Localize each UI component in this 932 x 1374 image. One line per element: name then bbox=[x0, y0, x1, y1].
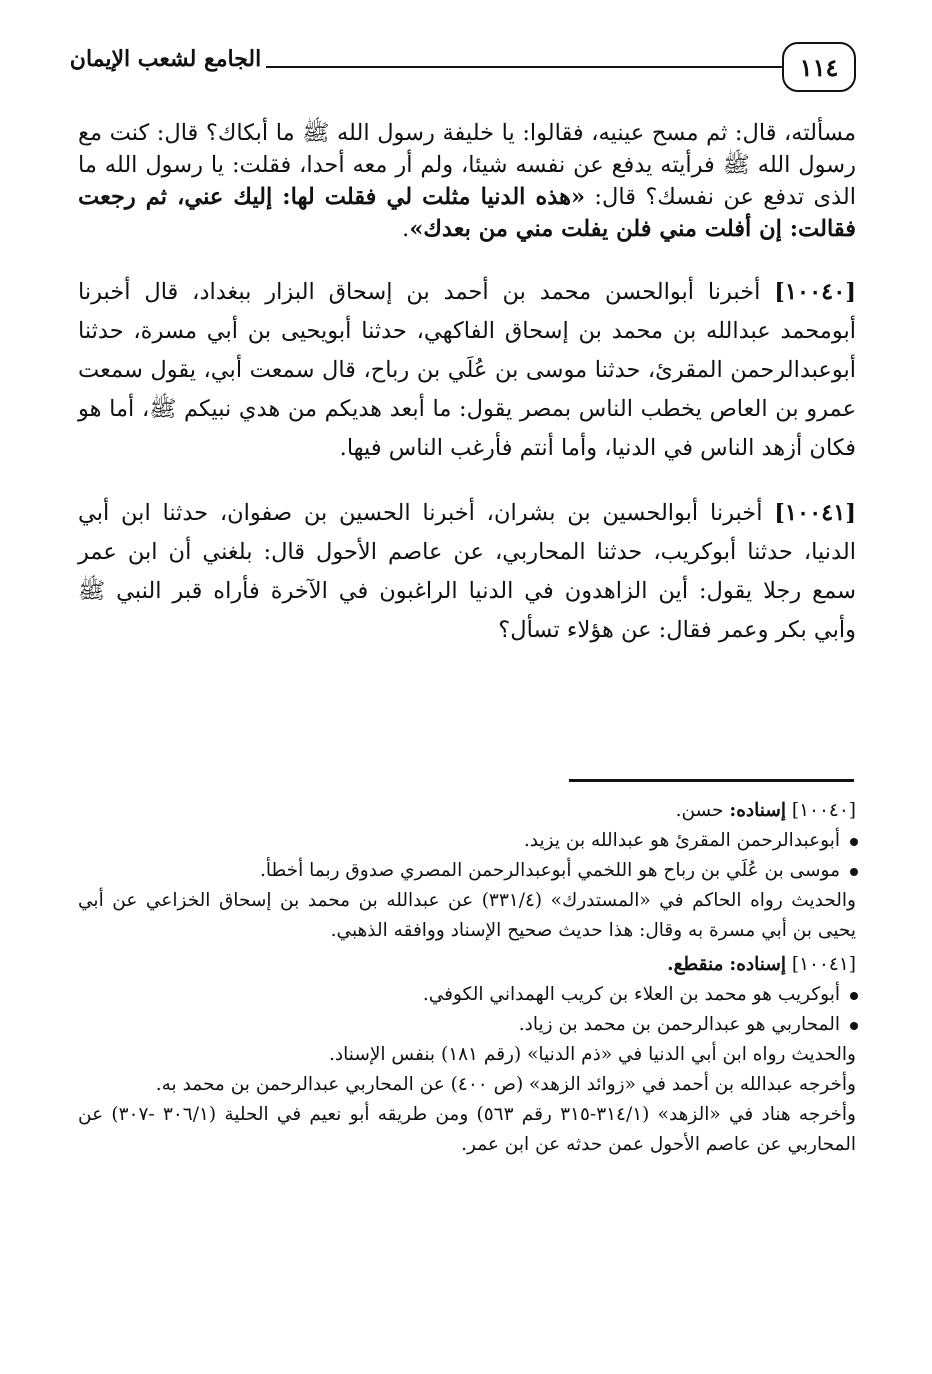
bullet-icon bbox=[850, 868, 858, 876]
bullet-icon bbox=[850, 1022, 858, 1030]
bullet-icon bbox=[850, 992, 858, 1000]
footnote-grade: حسن. bbox=[675, 800, 724, 821]
paragraph-end: . bbox=[402, 216, 410, 242]
footnote-heading bbox=[78, 950, 856, 980]
footnote-separator bbox=[569, 779, 854, 782]
hadith-10040 bbox=[78, 273, 856, 468]
footnote-bullet-text: أبوعبدالرحمن المقرئ هو عبدالله بن يزيد. bbox=[523, 830, 840, 851]
hadith-10041 bbox=[78, 494, 856, 650]
page-number: ١١٤ bbox=[782, 42, 856, 92]
footnote-heading bbox=[78, 796, 856, 826]
header-rule bbox=[266, 66, 784, 68]
footnote-note: والحديث رواه ابن أبي الدنيا في «ذم الدنيا» (رقم ١٨١) بنفس الإسناد. bbox=[329, 1044, 856, 1065]
footnote-bullet bbox=[78, 826, 856, 856]
footnote-note: وأخرجه عبدالله بن أحمد في «زوائد الزهد» (ص ٤٠٠) عن المحاربي عبدالرحمن بن محمد به. bbox=[155, 1074, 856, 1095]
page-header bbox=[68, 40, 856, 110]
footnote-number: [١٠٠٤٠] bbox=[791, 800, 856, 821]
hadith-number: [١٠٠٤١] bbox=[774, 500, 857, 526]
main-text bbox=[78, 117, 856, 650]
hadith-text: أخبرنا أبوالحسين بن بشران، أخبرنا الحسين بن صفوان، حدثنا ابن أبي الدنيا، حدثنا أبوكريب، حدثنا المحاربي، عن عاصم الأحول قال: بلغني أن ابن عمر سمع رجلا يقول: أين الزاهدون في الدنيا الراغبون في الآخرة فأراه قبر النبي ﷺ وأبي بكر وعمر فقال: عن هؤلاء تسأل؟ bbox=[78, 500, 856, 643]
footnotes bbox=[78, 796, 856, 1160]
paragraph-continuation bbox=[78, 117, 856, 245]
footnote-label: إسناده: bbox=[729, 954, 786, 975]
hadith-number: [١٠٠٤٠] bbox=[774, 279, 856, 305]
hadith-quote: «هذه الدنيا مثلت لي فقلت لها: إليك عني، ثم رجعت فقالت: إن أفلت مني فلن يفلت مني من بعدك» bbox=[78, 184, 856, 242]
book-title: الجامع لشعب الإيمان bbox=[69, 46, 262, 72]
bullet-icon bbox=[850, 838, 858, 846]
hadith-text: أخبرنا أبوالحسن محمد بن أحمد بن إسحاق البزار ببغداد، قال أخبرنا أبومحمد عبدالله بن محمد بن إسحاق الفاكهي، حدثنا أبويحيى بن أبي مسرة، حدثنا أبوعبدالرحمن المقرئ، حدثنا موسى بن عُلَي بن رباح، قال سمعت أبي، يقول سمعت عمرو بن العاص يخطب الناس بمصر يقول: ما أبعد هديكم من هدي نبيكم ﷺ، أما هو فكان أزهد الناس في الدنيا، وأما أنتم فأرغب الناس فيها. bbox=[78, 279, 856, 461]
footnote-bullet-text: أبوكريب هو محمد بن العلاء بن كريب الهمداني الكوفي. bbox=[422, 984, 840, 1005]
footnote-number: [١٠٠٤١] bbox=[791, 954, 856, 975]
paragraph-text: مسألته، قال: ثم مسح عينيه، فقالوا: يا خليفة رسول الله ﷺ ما أبكاك؟ قال: كنت مع رسول الله ﷺ فرأيته يدفع عن نفسه شيئا، ولم أر معه أحدا، فقلت: يا رسول الله ما الذى تدفع عن نفسك؟ قال: bbox=[78, 120, 856, 210]
footnote-bullet-text: موسى بن عُلَي بن رباح هو اللخمي أبوعبدالرحمن المصري صدوق ربما أخطأ. bbox=[259, 860, 840, 881]
footnote-bullet bbox=[78, 980, 856, 1010]
footnote-bullet-text: المحاربي هو عبدالرحمن بن محمد بن زياد. bbox=[518, 1014, 840, 1035]
footnote-note: والحديث رواه الحاكم في «المستدرك» (٣٣١/٤) عن عبدالله بن محمد بن إسحاق الخزاعي عن أبي يحيى بن أبي مسرة به وقال: هذا حديث صحيح الإسناد ووافقه الذهبي. bbox=[78, 890, 856, 941]
footnote-note: وأخرجه هناد في «الزهد» (٣١٤/١-٣١٥ رقم ٥٦٣) ومن طريقه أبو نعيم في الحلية (٣٠٦/١ -٣٠٧) عن المحاربي عن عاصم الأحول عمن حدثه عن ابن عمر. bbox=[78, 1104, 856, 1155]
footnote-label: إسناده: bbox=[729, 800, 786, 821]
footnote-bullet bbox=[78, 856, 856, 886]
footnote-grade: منقطع. bbox=[667, 954, 724, 975]
footnote-bullet bbox=[78, 1010, 856, 1040]
